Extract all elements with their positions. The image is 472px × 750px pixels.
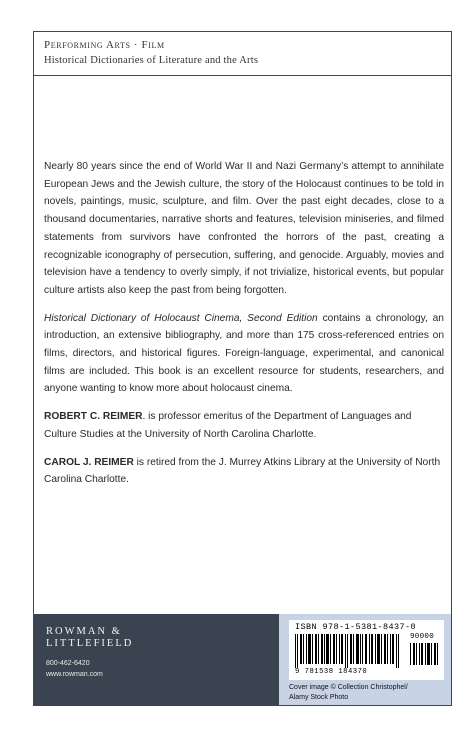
publisher-logo	[46, 626, 279, 650]
bottom-bar	[34, 614, 451, 705]
series-category: Performing Arts · Film	[44, 39, 165, 51]
book-title: Historical Dictionary of Holocaust Cinema, Second Edition	[44, 312, 318, 324]
author-bio-2	[44, 454, 444, 489]
publisher-website: www.rowman.com	[46, 671, 103, 678]
description-paragraph-2-text: contains a chronology, an introduction, an extensive bibliography, and more than 175 cross-referenced entries on films, directors, and historical figures. Foreign-language, experimental, and canonical films are included. This book is an excellent resource for students, researchers, and anyone wanting to know more about holocaust cinema.	[44, 312, 444, 395]
barcode-box	[289, 620, 444, 680]
author-bio-text-1: . is professor emeritus of the Department of Languages and Culture Studies at the University of North Carolina Charlotte.	[44, 411, 412, 440]
publisher-phone: 800-462-6420	[46, 660, 90, 667]
author-name-1: ROBERT C. REIMER	[44, 411, 143, 423]
author-bio-1	[44, 408, 444, 443]
price-code: 90000	[410, 633, 435, 641]
publisher-name-line2: LITTLEFIELD	[46, 638, 134, 649]
publisher-name-line1: ROWMAN &	[46, 626, 122, 637]
cover-image-credit	[289, 683, 447, 703]
barcode-icon	[295, 634, 405, 668]
description-paragraph-2	[44, 310, 444, 399]
price-barcode-icon	[410, 643, 440, 665]
credit-line-1: Cover image © Collection Christophel/	[289, 684, 408, 691]
isbn-label: ISBN 978-1-5381-8437-0	[295, 622, 417, 632]
publisher-panel	[34, 614, 279, 705]
back-cover	[33, 31, 452, 706]
description-paragraph-1: Nearly 80 years since the end of World War II and Nazi Germany’s attempt to annihilate European Jews and the Jewish culture, the story of the Holocaust continues to be told in novels, paintings, music, sculpture, and film. Over the past eight decades, close to a thousand documentaries, narrative shorts and features, television miniseries, and filmed statements from survivors have confronted the horrors of the past, creating a recognizable iconography of persecution, suffering, and genocide. Arguably, movies and television have a tendency to overly simply, if not trivialize, historical events, but popular culture artists also keep the past from being forgotten.	[44, 161, 444, 296]
book-description	[44, 158, 444, 499]
series-header	[34, 32, 451, 76]
author-bio-text-2: is retired from the J. Murrey Atkins Library at the University of North Carolina Charlotte.	[44, 456, 441, 486]
series-name: Historical Dictionaries of Literature and the Arts	[44, 55, 259, 66]
publisher-contact	[46, 658, 279, 680]
barcode-panel	[279, 614, 451, 705]
credit-line-2: Alamy Stock Photo	[289, 694, 349, 701]
barcode-digits: 9 781538 184370	[295, 668, 368, 676]
author-name-2: CAROL J. REIMER	[44, 456, 134, 468]
